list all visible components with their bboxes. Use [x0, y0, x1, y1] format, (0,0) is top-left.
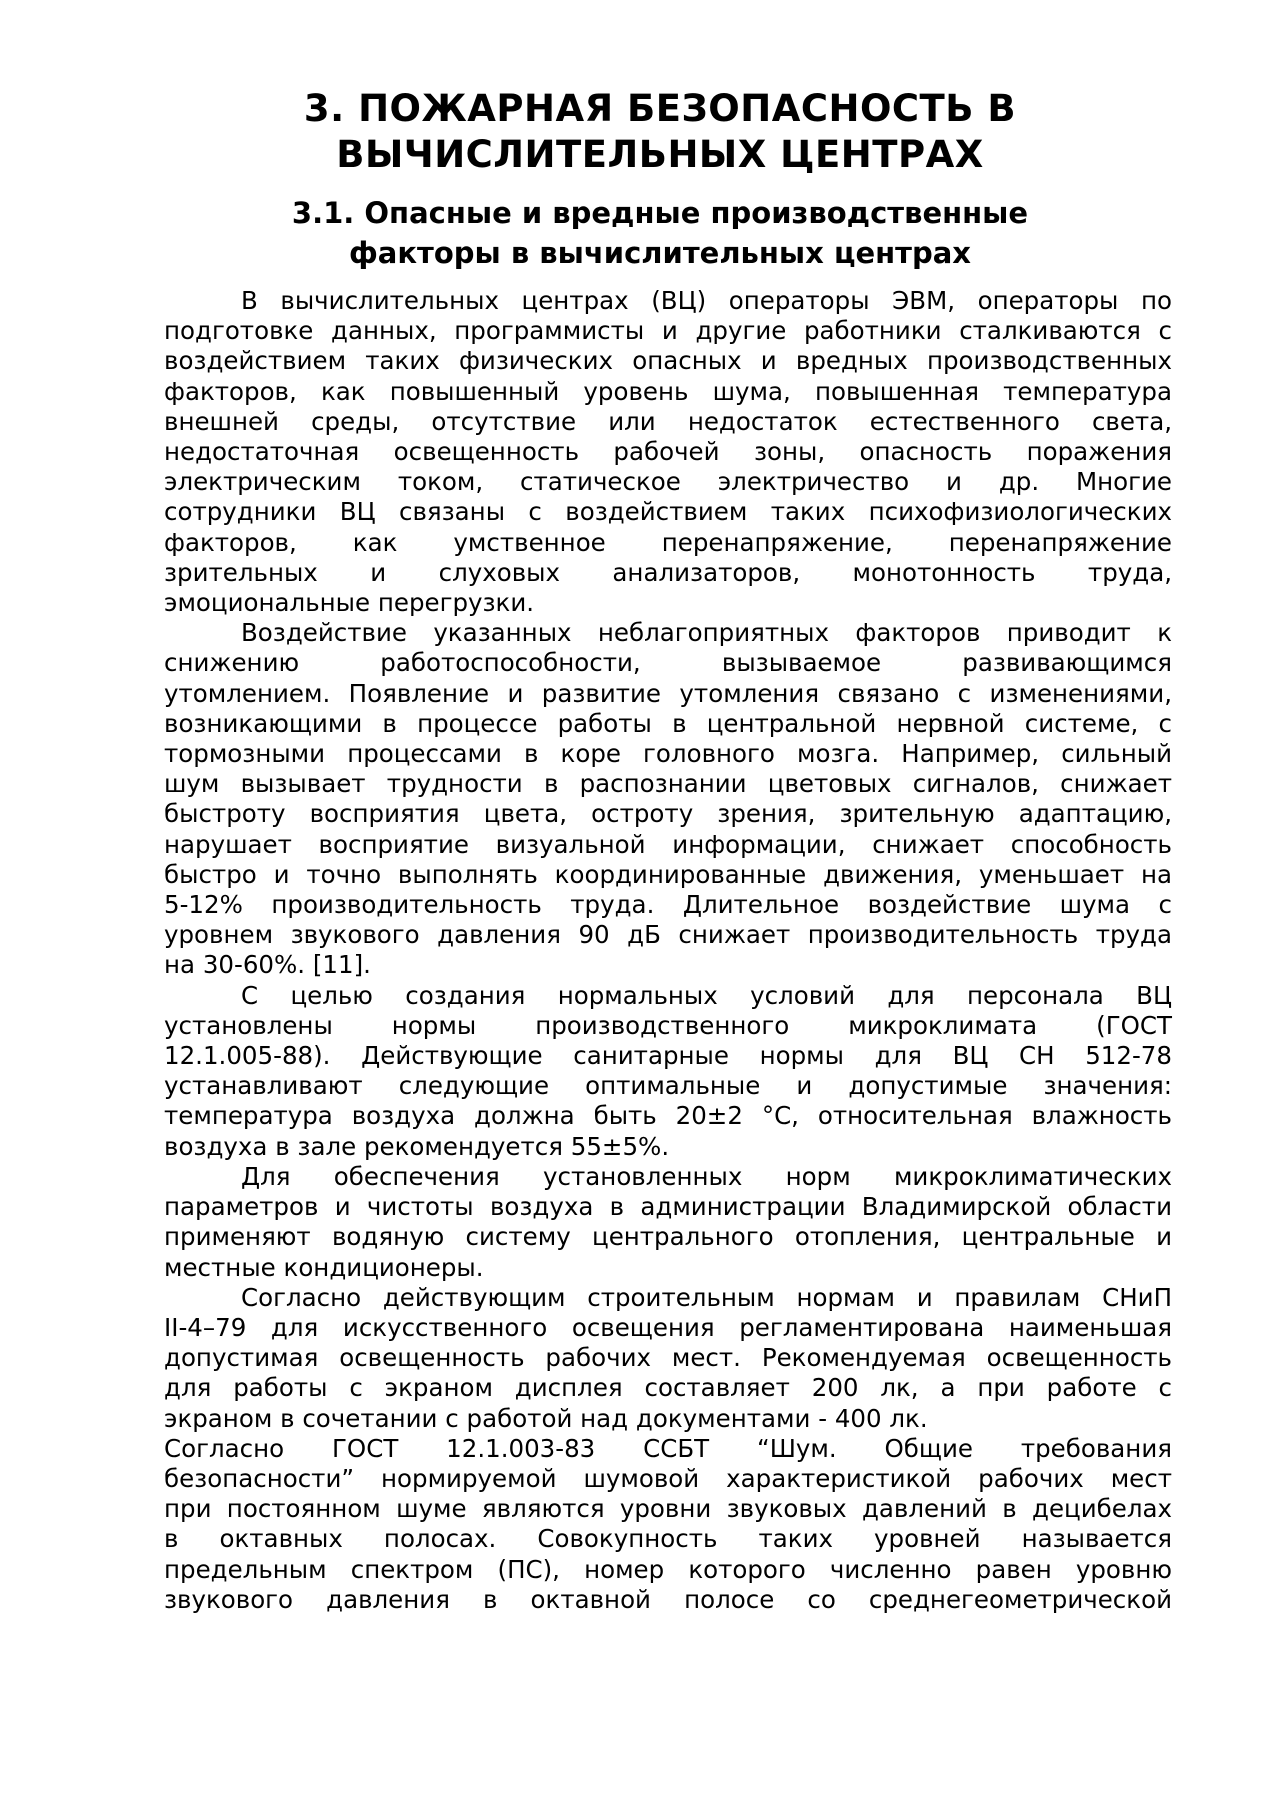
paragraph-3-line: устанавливают следующие оптимальные и допустимые значения: — [164, 1071, 1172, 1101]
body-text — [164, 286, 1172, 1615]
paragraph-2-line: 5-12% производительность труда. Длительное воздействие шума с — [164, 890, 1172, 920]
paragraph-2-line: снижению работоспособности, вызываемое развивающимся — [164, 648, 1172, 678]
paragraph-1-line: сотрудники ВЦ связаны с воздействием таких психофизиологических — [164, 497, 1172, 527]
paragraph-2-line: быстроту восприятия цвета, остроту зрения, зрительную адаптацию, — [164, 799, 1172, 829]
paragraph-2-line: на 30-60%. [11]. — [164, 950, 371, 980]
paragraph-1-line: недостаточная освещенность рабочей зоны, опасность поражения — [164, 437, 1172, 467]
paragraph-1-line: В вычислительных центрах (ВЦ) операторы ЭВМ, операторы по — [241, 286, 1172, 315]
paragraph-3-line: 12.1.005-88). Действующие санитарные нормы для ВЦ СН 512-78 — [164, 1041, 1172, 1071]
paragraph-4-line: Для обеспечения установленных норм микроклиматических — [241, 1161, 1172, 1191]
paragraph-2-line: шум вызывает трудности в распознании цветовых сигналов, снижает — [164, 769, 1172, 799]
paragraph-3-line: С целью создания нормальных условий для персонала ВЦ — [241, 980, 1172, 1010]
paragraph-1-line: факторов, как умственное перенапряжение, перенапряжение — [164, 527, 1172, 557]
chapter-title-line-2: ВЫЧИСЛИТЕЛЬНЫХ ЦЕНТРАХ — [336, 133, 984, 176]
chapter-title — [160, 86, 1160, 178]
paragraph-1-line: воздействием таких физических опасных и вредных производственных — [164, 346, 1172, 376]
paragraph-4-line: параметров и чистоты воздуха в администрации Владимирской области — [164, 1192, 1172, 1222]
paragraph-6-line: Согласно ГОСТ 12.1.003-83 ССБТ “Шум. Общие требования — [164, 1433, 1172, 1463]
paragraph-2-line: быстро и точно выполнять координированные движения, уменьшает на — [164, 859, 1172, 889]
paragraph-6-line: в октавных полосах. Совокупность таких уровней называется — [164, 1524, 1172, 1554]
paragraph-4-line: применяют водяную систему центрального отопления, центральные и — [164, 1222, 1172, 1252]
paragraph-2-line: нарушает восприятие визуальной информации, снижает способность — [164, 829, 1172, 859]
paragraph-6-line: звукового давления в октавной полосе со среднегеометрической — [164, 1584, 1172, 1614]
paragraph-5-line: для работы с экраном дисплея составляет 200 лк, а при работе с — [164, 1373, 1172, 1403]
paragraph-5-line: II-4–79 для искусственного освещения регламентирована наименьшая — [164, 1312, 1172, 1342]
paragraph-6-line: предельным спектром (ПС), номер которого численно равен уровню — [164, 1554, 1172, 1584]
paragraph-2-line: тормозными процессами в коре головного мозга. Например, сильный — [164, 739, 1172, 769]
paragraph-2-line: утомлением. Появление и развитие утомления связано с изменениями, — [164, 678, 1172, 708]
paragraph-1-line: факторов, как повышенный уровень шума, повышенная температура — [164, 376, 1172, 406]
paragraph-6-line: при постоянном шуме являются уровни звуковых давлений в децибелах — [164, 1494, 1172, 1524]
paragraph-2-line: Воздействие указанных неблагоприятных факторов приводит к — [241, 618, 1172, 648]
paragraph-5-line: допустимая освещенность рабочих мест. Рекомендуемая освещенность — [164, 1343, 1172, 1373]
section-title-line-2: факторы в вычислительных центрах — [349, 236, 971, 270]
paragraph-1-line: эмоциональные перегрузки. — [164, 588, 535, 618]
paragraph-2-line: возникающими в процессе работы в центральной нервной системе, с — [164, 708, 1172, 738]
paragraph-1-line: зрительных и слуховых анализаторов, монотонность труда, — [164, 557, 1172, 587]
section-title-line-1: 3.1. Опасные и вредные производственные — [291, 196, 1029, 230]
paragraph-5-line: экраном в сочетании с работой над документами - 400 лк. — [164, 1403, 928, 1433]
paragraph-2-line: уровнем звукового давления 90 дБ снижает производительность труда — [164, 920, 1172, 950]
paragraph-5-line: Согласно действующим строительным нормам и правилам СНиП — [241, 1282, 1172, 1312]
paragraph-1-line: подготовке данных, программисты и другие работники сталкиваются с — [164, 316, 1172, 346]
section-title — [160, 193, 1160, 273]
paragraph-4-line: местные кондиционеры. — [164, 1252, 484, 1282]
paragraph-3-line: установлены нормы производственного микроклимата (ГОСТ — [164, 1010, 1172, 1040]
paragraph-3-line: воздуха в зале рекомендуется 55±5%. — [164, 1131, 670, 1161]
paragraph-1-line: внешней среды, отсутствие или недостаток естественного света, — [164, 406, 1172, 436]
paragraph-1-line: электрическим током, статическое электричество и др. Многие — [164, 467, 1172, 497]
paragraph-3-line: температура воздуха должна быть 20±2 °С, относительная влажность — [164, 1101, 1172, 1131]
chapter-title-line-1: 3. ПОЖАРНАЯ БЕЗОПАСНОСТЬ В — [303, 87, 1017, 130]
paragraph-6-line: безопасности” нормируемой шумовой характеристикой рабочих мест — [164, 1463, 1172, 1493]
